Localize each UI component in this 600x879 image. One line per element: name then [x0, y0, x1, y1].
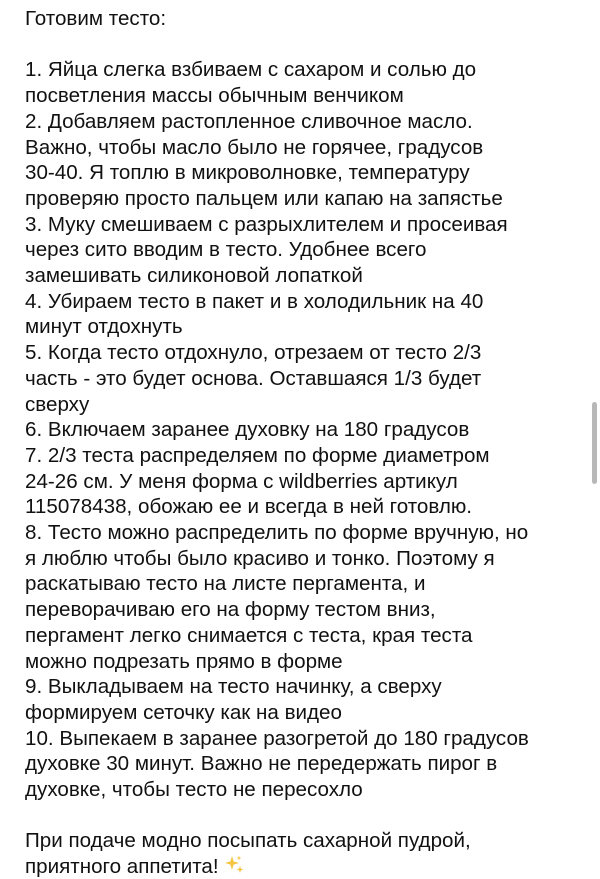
sparkles-icon	[223, 854, 245, 879]
page-title: Готовим тесто:	[25, 7, 167, 30]
closing-note	[25, 828, 580, 879]
step-8: 8. Тесто можно распределить по форме вручную, но я люблю чтобы было красиво и тонко. Поэтому я раскатываю тесто на листе пергамента, и переворачиваю его на форму тестом вниз, пергамент легко снимается с теста, края теста можно подрезать прямо в форме	[25, 521, 529, 673]
step-2: 2. Добавляем растопленное сливочное масло. Важно, чтобы масло было не горячее, градусов 30-40. Я топлю в микроволновке, температуру проверяю просто пальцем или капаю на запястье	[25, 109, 503, 210]
step-6: 6. Включаем заранее духовку на 180 градусов	[25, 418, 470, 442]
closing-text: При подаче модно посыпать сахарной пудрой, приятного аппетита!	[25, 829, 471, 879]
step-1: 1. Яйца слегка взбиваем с сахаром и солью до посветления массы обычным венчиком	[25, 58, 477, 108]
step-9: 9. Выкладываем на тесто начинку, а сверху формируем сеточку как на видео	[25, 675, 442, 724]
step-7: 7. 2/3 теста распределяем по форме диаметром 24-26 см. У меня форма с wildberries артикул 115078438, обожаю ее и всегда в ней готовлю.	[25, 443, 490, 519]
step-10: 10. Выпекаем в заранее разогретой до 180 градусов духовке 30 минут. Важно не передержать пирог в духовке, чтобы тесто не пересохло	[25, 726, 529, 802]
step-3: 3. Муку смешиваем с разрыхлителем и просеивая через сито вводим в тесто. Удобнее всего замешивать силиконовой лопаткой	[25, 212, 508, 288]
step-5: 5. Когда тесто отдохнуло, отрезаем от тесто 2/3 часть - это будет основа. Оставшаяся 1/3 будет сверху	[25, 341, 482, 416]
step-4: 4. Убираем тесто в пакет и в холодильник на 40 минут отдохнуть	[25, 289, 484, 339]
spacer	[25, 803, 580, 829]
scrollbar-thumb[interactable]	[592, 402, 597, 484]
steps-list	[25, 57, 580, 802]
